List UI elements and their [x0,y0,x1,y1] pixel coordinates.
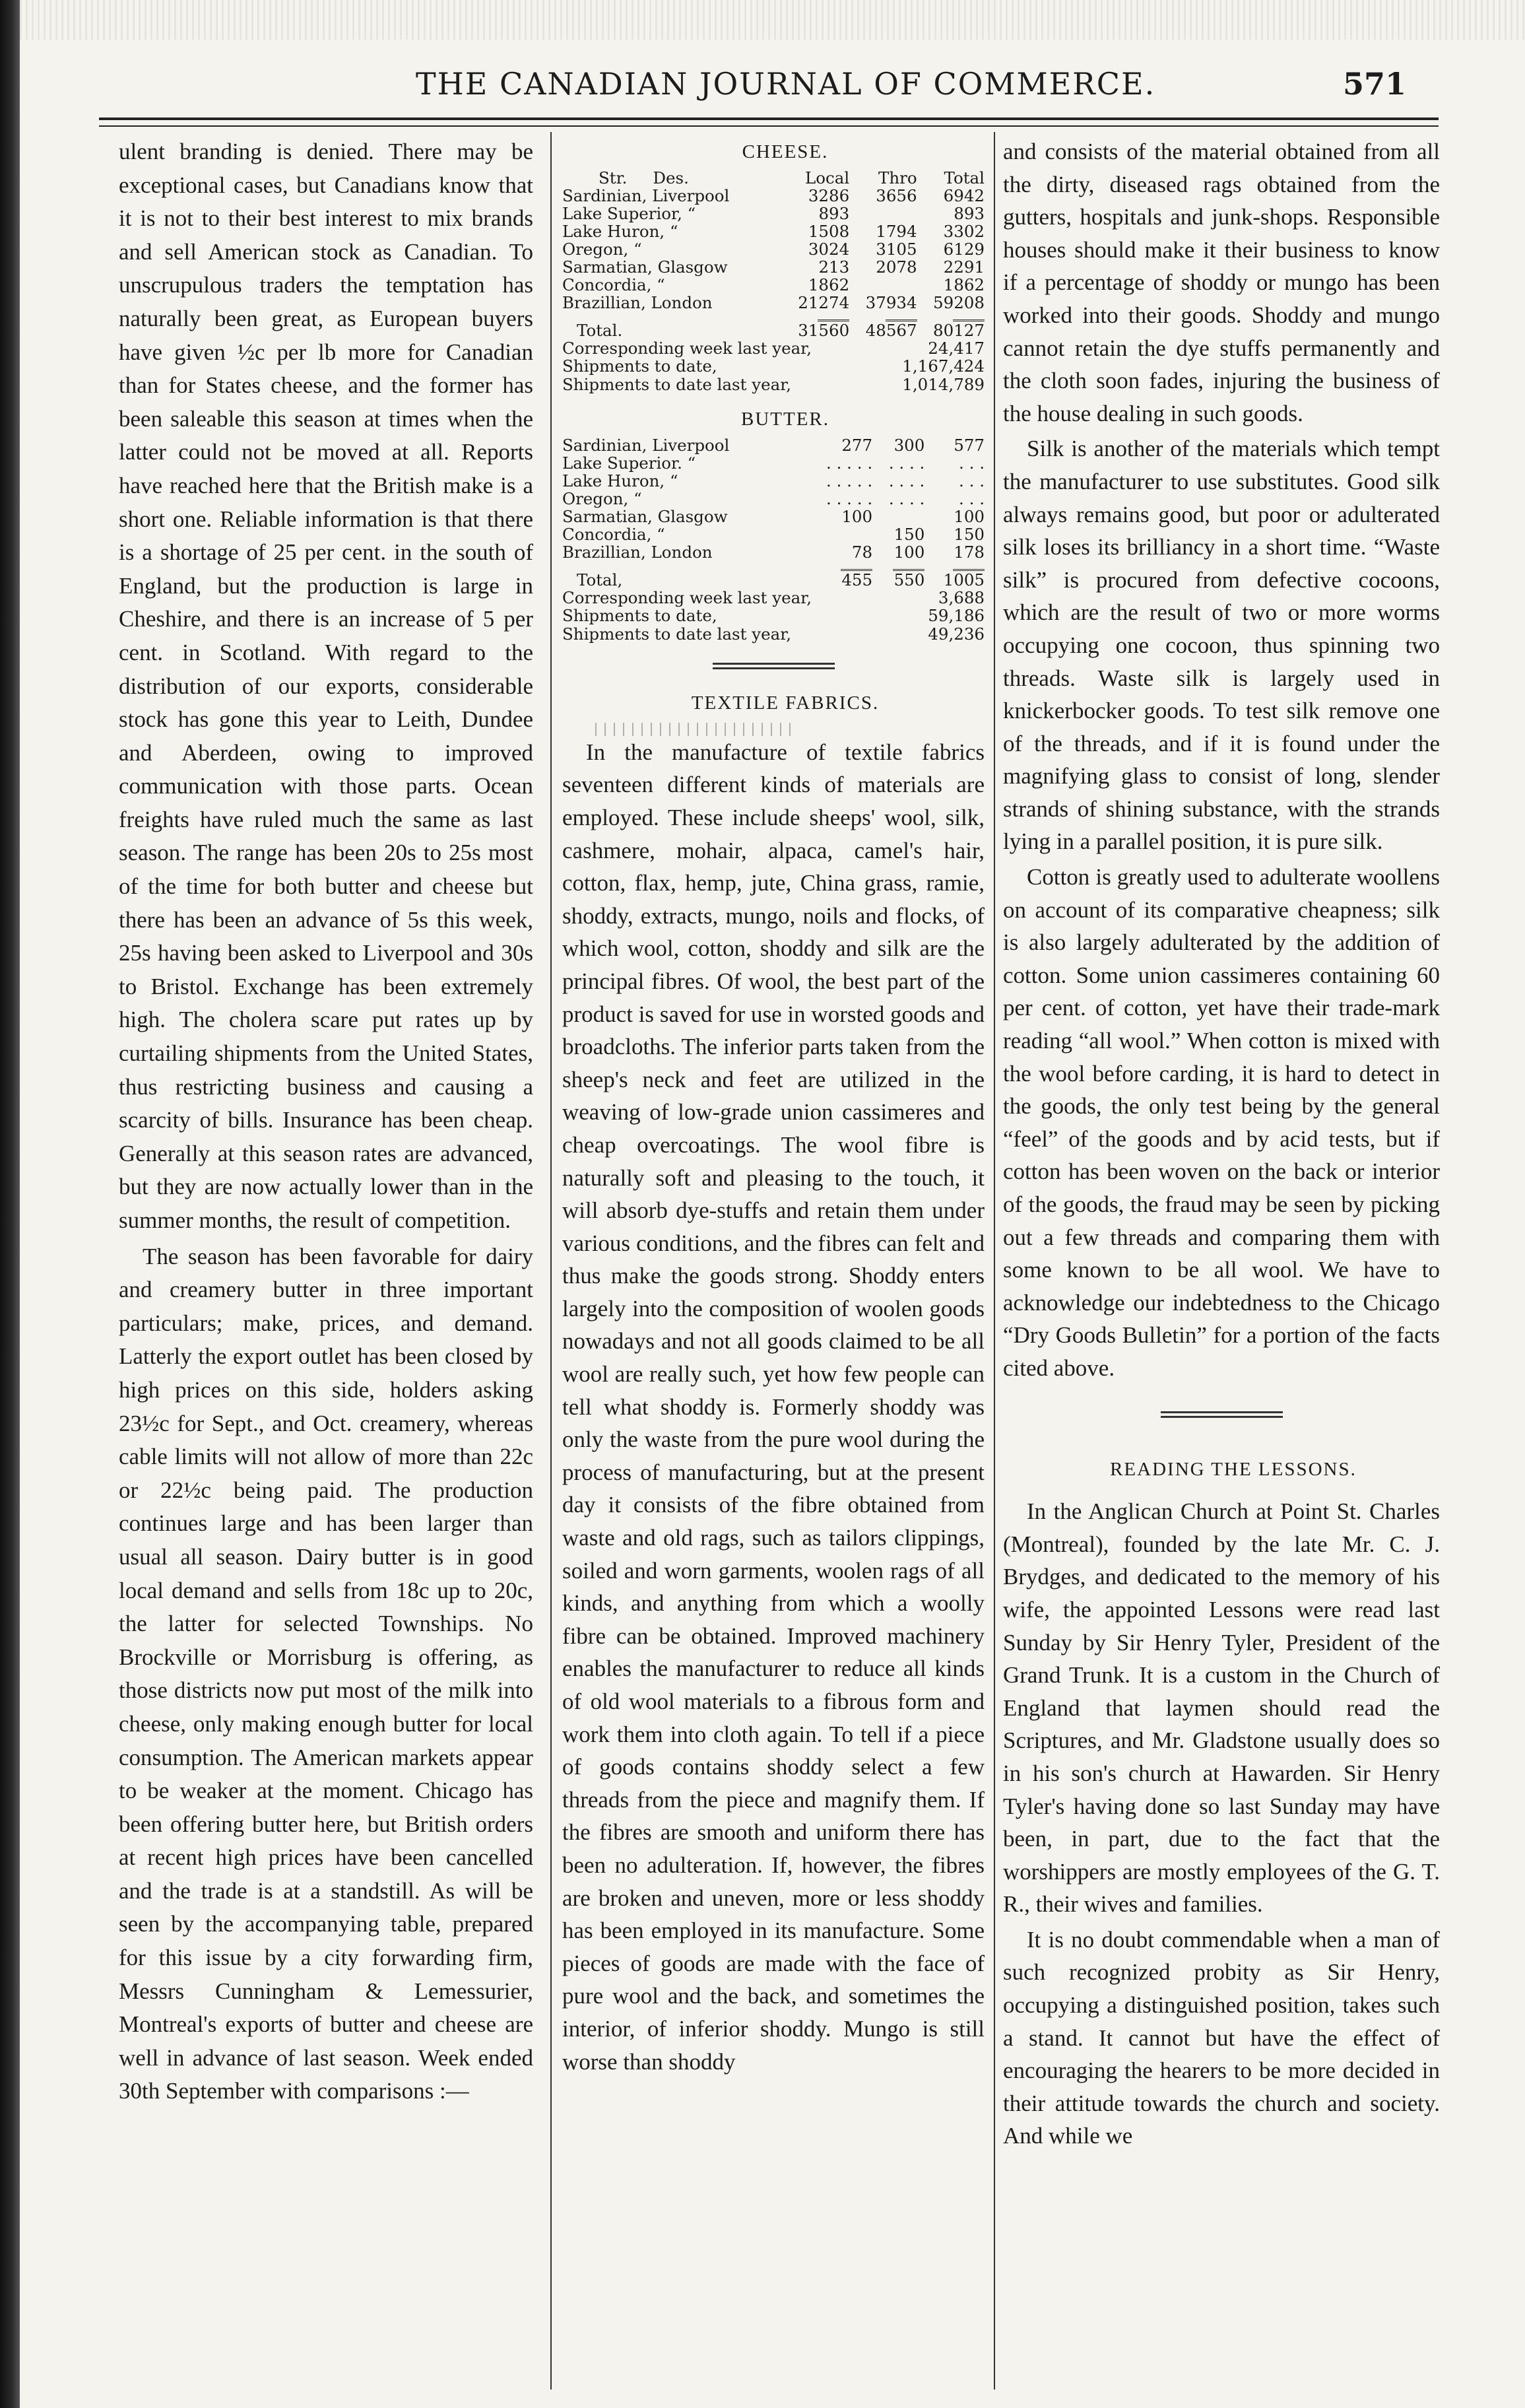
table-row [562,525,985,543]
cell: . . . [959,471,985,490]
summary-row [562,589,985,607]
table-row [562,205,985,222]
cell: . . . [959,453,985,473]
cell: 1862 [943,275,985,294]
cell: Sarmatian, Glasgow [562,257,728,277]
cell: Concordia, “ [562,524,665,544]
summary-value: 1,167,424 [902,356,985,376]
cell: Sardinian, Liverpool [562,185,730,205]
section-divider [713,663,835,669]
cell: Total. [577,320,623,340]
cheese-table [562,169,985,339]
paragraph: ulent branding is denied. There may be exceptional cases, but Canadians know that it is not to their best interest to mix brands and sell American stock as Canadian. To unscrupulous traders the temptation has naturally been great, as European buyers have given ½c per lb more for Canadian than for States cheese, and the former has been saleable this season at times when the latter could not be moved at all. Reports have reached here that the British make is a short one. Reliable information is that there is a shortage of 25 per cent. in the south of England, but the production is large in Cheshire, and there is an increase of 5 per cent. in Scotland. With regard to the distribution of our exports, considerable stock has gone this year to Leith, Dundee and Aberdeen, owing to improved communication with those parts. Ocean freights have ruled much the same as last season. The range has been 20s to 25s most of the time for both butter and cheese but there has been an advance of 5s this week, 25s having been asked to Liverpool and 30s to Bristol. Exchange has been extremely high. The cholera scare put rates up by curtailing shipments from the United States, thus restricting business and causing a scarcity of bills. Insurance has been cheap. Generally at this season rates are advanced, but they are now actually lower than in the summer months, the result of competition. [119,139,533,1233]
section-divider [1161,1411,1283,1418]
page-number: 571 [1343,66,1407,102]
cell: . . . . [888,488,925,508]
cell: 100 [893,542,925,562]
cell [849,276,917,294]
summary-row [562,376,985,394]
cell: 178 [954,542,985,562]
cell: Total, [577,570,623,589]
column-3 [1003,135,1440,2153]
cell: Lake Huron, “ [562,221,678,241]
column-header: Local [805,168,850,187]
summary-label: Shipments to date, [562,356,717,376]
show-through-marks [595,723,793,736]
cell: Oregon, “ [562,239,642,259]
column-header: Str. [599,168,628,187]
cell: 100 [954,506,985,526]
cell: Lake Huron, “ [562,471,678,490]
summary-row [562,625,985,644]
cell: 37934 [865,292,917,312]
cell: 1005 [943,570,985,589]
textile-article [562,736,985,2078]
table-row [562,472,985,490]
column-header: Thro [878,168,917,187]
cell: 48567 [865,320,917,340]
paragraph: In the Anglican Church at Point St. Charles (Montreal), founded by the late Mr. C. J. Brydges, and dedicated to the memory of his wife, the appointed Lessons were read last Sunday by Sir Henry Tyler, President of the Grand Trunk. It is a custom in the Church of England that laymen should read the Scriptures, and Mr. Gladstone usually does so in his son's church at Hawarden. Sir Henry Tyler's having done so last Sunday may have been, in part, due to the fact that the worshippers are mostly employees of the G. T. R., their wives and families. [1003,1498,1440,1918]
summary-label: Corresponding week last year, [562,338,812,358]
cell: . . . . [888,471,925,490]
summary-row [562,607,985,625]
cell: 893 [954,203,985,223]
paragraph: In the manufacture of textile fabrics seventeen different kinds of materials are employed. These include sheeps' wool, silk, cashmere, mohair, alpaca, camel's hair, cotton, flax, hemp, jute, China grass, ramie, shoddy, extracts, mungo, noils and flocks, of which wool, cotton, shoddy and silk are the principal fibres. Of wool, the best part of the product is saved for use in worsted goods and broadcloths. The inferior parts taken from the sheep's neck and feet are utilized in the weaving of low-grade union cassimeres and cheap overcoatings. The wool fibre is naturally soft and pleasing to the touch, it will absorb dye-stuffs and retain them under various conditions, and the fibres can felt and thus make the goods strong. Shoddy enters largely into the composition of woolen goods nowadays and not all goods claimed to be all wool are really such, yet how few people can tell what shoddy is. Formerly shoddy was only the waste from the pure wool during the process of manufacturing, but at the present day it consists of the fibre obtained from waste and old rags, such as tailors clippings, soiled and worn garments, woolen rags of all kinds, and anything from which a woolly fibre can be obtained. Improved machinery enables the manufacturer to reduce all kinds of old wool materials to a fibrous form and work them into cloth again. To tell if a piece of goods contains shoddy select a few threads from the piece and magnify them. If the fibres are smooth and uniform there has been no adulteration. If, however, the fibres are broken and uneven, more or less shoddy has been employed in its manufacture. Some pieces of goods are made with the face of pure wool and the back, and sometimes the interior, of inferior shoddy. Mungo is still worse than shoddy [562,739,985,2075]
cell: Lake Superior. “ [562,453,696,473]
butter-summary [562,589,985,644]
paragraph: Cotton is greatly used to adulterate woollens on account of its comparative cheapness; silk is also largely adulterated by the addition of cotton. Some union cassimeres containing 60 per cent. of cotton, yet have their trade-mark reading “all wool.” When cotton is mixed with the wool before carding, it is hard to detect in the goods, the only test being by the general “feel” of the goods and by acid tests, but if cotton has been woven on the back or interior of the goods, the fraud may be seen by picking out a few threads and comparing them with some known to be all wool. We have to acknowledge our indebtedness to the Chicago “Dry Goods Bulletin” for a portion of the facts cited above. [1003,864,1440,1381]
paragraph: and consists of the material obtained from all the dirty, diseased rags obtained from the gutters, hospitals and junk-shops. Responsible houses should make it their business to know if a percentage of shoddy or mungo has been worked into their goods. Shoddy and mungo cannot retain the dye stuffs permanently and the cloth soon fades, injuring the business of the house dealing in such goods. [1003,139,1440,426]
table-row [562,222,985,240]
journal-title: THE CANADIAN JOURNAL OF COMMERCE. [416,66,1156,102]
cell: 2291 [943,257,985,277]
cell: 80127 [933,320,985,340]
summary-row [562,339,985,358]
cell: Oregon, “ [562,488,642,508]
paragraph: The season has been favorable for dairy and creamery butter in three important particulars; make, prices, and demand. Latterly the export outlet has been closed by high prices on this side, holders asking 23½c for Sept., and Oct. creamery, whereas cable limits will not allow of more than 22c or 22½c being paid. The production continues large and has been larger than usual all season. Dairy butter is in good local demand and sells from 18c up to 20c, the latter for selected Townships. No Brockville or Morrisburg is offering, as those districts now put most of the milk into cheese, only making enough butter for local consumption. The American markets appear to be weaker at the moment. Chicago has been offering butter here, but British orders at recent high prices have been cancelled and the trade is at a standstill. As will be seen by the accompanying table, prepared for this issue by a city forwarding firm, Messrs Cunningham & Lemessurier, Montreal's exports of butter and cheese are well in advance of last season. Week ended 30th September with comparisons :— [119,1243,533,2104]
summary-value: 3,688 [938,587,985,607]
cell: 78 [851,542,873,562]
binding-edge [0,0,20,2408]
table-row [562,454,985,472]
cell: 3024 [808,239,850,259]
summary-value: 49,236 [928,624,985,644]
cell: 3656 [876,185,917,205]
cell: 893 [818,203,850,223]
cell: 3302 [943,221,985,241]
cell: 1508 [808,221,850,241]
column-divider [994,132,995,2390]
cell: 213 [818,257,850,277]
cell: . . . [959,488,985,508]
cell: 3105 [876,239,917,259]
column-2 [562,135,985,2078]
table-row [562,276,985,294]
summary-label: Corresponding week last year, [562,587,812,607]
cell: Concordia, “ [562,275,665,294]
cell [872,508,925,525]
cell: 1862 [808,275,850,294]
column-header: Des. [653,168,689,187]
cell: . . . . . [826,453,873,473]
cell: 577 [954,435,985,455]
table-row [562,258,985,276]
table-row [562,436,985,454]
page-edge-noise [20,0,1525,40]
cell: 455 [841,570,873,589]
cell: 150 [893,524,925,544]
column-1 [119,135,533,2108]
table-header-row [562,169,985,187]
summary-value: 1,014,789 [902,374,985,394]
cell: Sardinian, Liverpool [562,435,730,455]
table-row [562,490,985,508]
summary-value: 59,186 [928,606,985,626]
total-row [562,321,985,339]
summary-value: 24,417 [928,338,985,358]
butter-heading: BUTTER. [740,409,830,430]
column-header: Total [944,168,985,187]
cell: Sarmatian, Glasgow [562,506,728,526]
cell: 300 [893,435,925,455]
cell: 1794 [876,221,917,241]
table-row [562,240,985,258]
paragraph: Silk is another of the materials which tempt the manufacturer to use substitutes. Good silk always remains good, but poor or adulterated silk loses its brilliancy in a short time. “Waste silk” is procured from defective cocoons, which are the result of two or more worms occupying one cocoon, thus spinning two threads. Waste silk is largely used in knickerbocker goods. To test silk remove one of the threads, and if it is found under the magnifying glass to consist of long, slender strands of shining substance, with the strands lying in a parallel position, it is pure silk. [1003,436,1440,855]
cell: 59208 [933,292,985,312]
paragraph: It is no doubt commendable when a man of such recognized probity as Sir Henry, occupying a distinguished position, takes such a stand. It cannot but have the effect of encouraging the hearers to be more decided in their attitude towards the church and society. And while we [1003,1926,1440,2149]
cell: . . . . [888,453,925,473]
cell: . . . . . [826,471,873,490]
cell: Brazillian, London [562,292,713,312]
header-rule-thick [99,117,1439,120]
cell: 6129 [943,239,985,259]
table-row [562,508,985,525]
cell: . . . . . [826,488,873,508]
header-rule-thin [99,125,1439,127]
summary-label: Shipments to date last year, [562,374,792,394]
textile-heading: TEXTILE FABRICS. [691,692,880,714]
cell: 150 [954,524,985,544]
cell: 100 [841,506,873,526]
cell: Lake Superior, “ [562,203,696,223]
cell: 31560 [798,320,850,340]
cheese-heading: CHEESE. [742,141,829,162]
cell: 550 [893,570,925,589]
cell [849,205,917,222]
summary-label: Shipments to date last year, [562,624,792,644]
table-row [562,187,985,205]
cheese-summary [562,339,985,394]
reading-heading: READING THE LESSONS. [1110,1458,1357,1480]
cell: 3286 [808,185,850,205]
column-divider [550,132,552,2390]
cell: 2078 [876,257,917,277]
cell [805,525,872,543]
table-row [562,294,985,312]
butter-table [562,436,985,589]
summary-row [562,357,985,376]
cell: 6942 [943,185,985,205]
cell: Brazillian, London [562,542,713,562]
total-row [562,571,985,589]
cell: 277 [841,435,873,455]
summary-label: Shipments to date, [562,606,717,626]
cell: 21274 [798,292,850,312]
table-row [562,543,985,561]
